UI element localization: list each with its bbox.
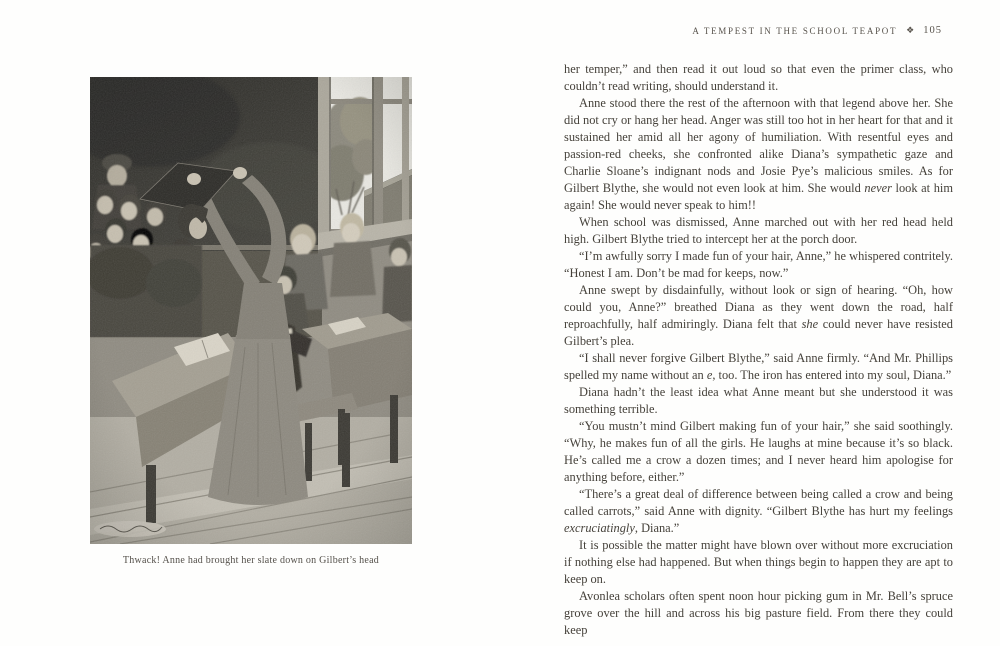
film-grain (90, 77, 412, 544)
illustration-figure (90, 77, 412, 566)
paragraph: It is possible the matter might have blown over without more excruciation if nothing else had happened. But when things begin to happen they are apt to keep on. (564, 538, 953, 586)
paragraph: “I shall never forgive Gilbert Blythe,” said Anne firmly. “And Mr. Phillips spelled my name without an e, too. The iron has entered into my soul, Diana.” (564, 351, 953, 382)
chapter-title: A TEMPEST IN THE SCHOOL TEAPOT (692, 25, 898, 36)
paragraph: her temper,” and then read it out loud so that even the primer class, who couldn’t read writing, should understand it. (564, 62, 953, 93)
paragraph: “You mustn’t mind Gilbert making fun of your hair,” she said soothingly. “Why, he makes fun of all the girls. He laughs at mine because it’s so black. He’s called me a crow a dozen times; and I never heard him apologise for anything before, either.” (564, 419, 953, 484)
paragraph: When school was dismissed, Anne marched out with her red head held high. Gilbert Blythe tried to intercept her at the porch door. (564, 215, 953, 246)
running-head (692, 25, 942, 36)
paragraph: Anne stood there the rest of the afternoon with that legend above her. She did not cry or hang her head. Anger was still too hot in her heart for that and it sustained her amid all her agony of humiliation. With resentful eyes and passion-red cheeks, she confronted alike Diana’s sympathetic gaze and Charlie Sloane’s indignant nods and Josie Pye’s malicious smiles. As for Gilbert Blythe, she would not even look at him. She would never look at him again! She would never speak to him!! (564, 96, 953, 212)
illustration-caption: Thwack! Anne had brought her slate down on Gilbert’s head (122, 555, 380, 566)
page-number: 105 (923, 25, 942, 36)
paragraph: “There’s a great deal of difference between being called a crow and being called carrots,” said Anne with dignity. “Gilbert Blythe has hurt my feelings excruciatingly, Diana.” (564, 487, 953, 535)
paragraph: Diana hadn’t the least idea what Anne meant but she understood it was something terrible. (564, 385, 953, 416)
fleuron-icon: ❖ (906, 25, 915, 35)
body-text (564, 61, 953, 639)
paragraph: “I’m awfully sorry I made fun of your hair, Anne,” he whispered contritely. “Honest I am. Don’t be mad for keeps, now.” (564, 249, 953, 280)
classroom-illustration (90, 77, 412, 544)
paragraph: Anne swept by disdainfully, without look or sign of hearing. “Oh, how could you, Anne?” breathed Diana as they went down the road, half reproachfully, half admiringly. Diana felt that she could never have resisted Gilbert’s plea. (564, 283, 953, 348)
paragraph: Avonlea scholars often spent noon hour picking gum in Mr. Bell’s spruce grove over the hill and across his big pasture field. From there they could keep (564, 589, 953, 637)
